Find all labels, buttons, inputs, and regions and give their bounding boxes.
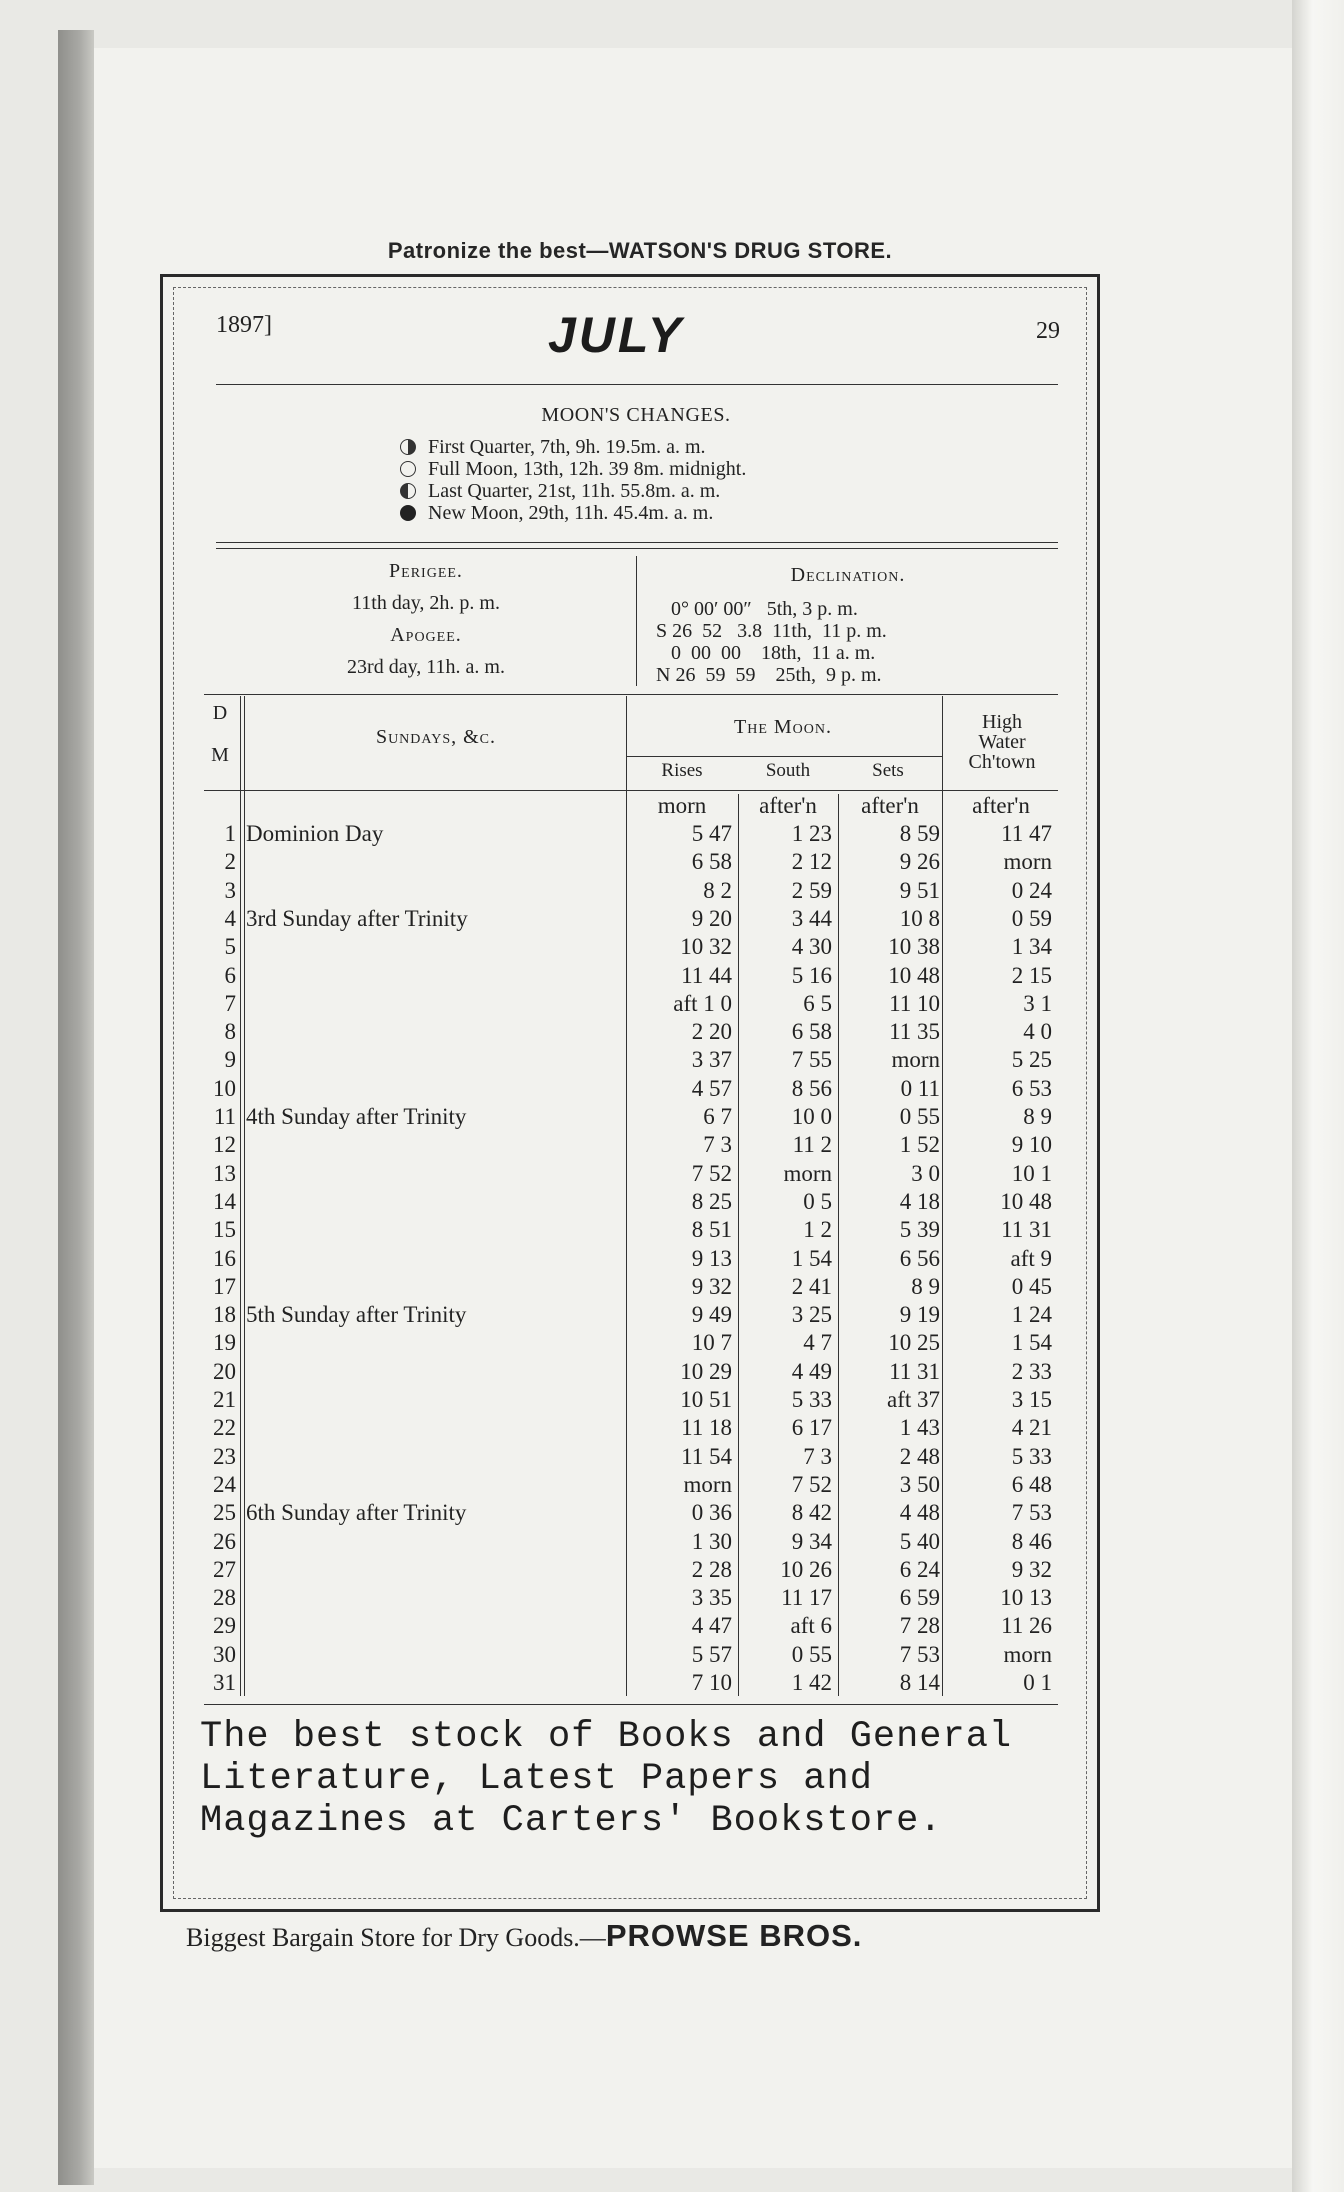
moon-sets: 4 18 xyxy=(899,1189,940,1214)
page-edge xyxy=(1292,0,1344,2192)
high-water: 0 1 xyxy=(1023,1670,1052,1695)
header-rule xyxy=(216,384,1058,385)
high-water: 1 24 xyxy=(1011,1302,1052,1327)
table-top-rule xyxy=(204,694,1058,695)
declination-row: 0 00 00 18th, 11 a. m. xyxy=(656,642,876,664)
sunday-note: 3rd Sunday after Trinity xyxy=(246,906,468,931)
new-moon-icon xyxy=(400,505,416,521)
day-number: 29 xyxy=(213,1613,236,1638)
moon-south: 5 16 xyxy=(791,963,832,988)
day-number: 12 xyxy=(213,1132,236,1157)
moon-sets: 3 50 xyxy=(899,1472,940,1497)
sunday-note: 6th Sunday after Trinity xyxy=(246,1500,467,1525)
col-rule-sets xyxy=(942,696,943,1696)
high-water: 4 0 xyxy=(1023,1019,1052,1044)
moon-rises: morn xyxy=(683,1472,732,1497)
last-quarter-icon xyxy=(400,483,416,499)
moon-south: 1 23 xyxy=(791,821,832,846)
moon-phase-text: Full Moon, 13th, 12h. 39 8m. midnight. xyxy=(428,458,747,480)
moon-rule-top xyxy=(216,542,1058,543)
moon-sets: 6 24 xyxy=(899,1557,940,1582)
moon-south: 9 34 xyxy=(791,1529,832,1554)
declination-row: 0° 00′ 00″ 5th, 3 p. m. xyxy=(656,598,858,620)
moon-rises: 5 47 xyxy=(691,821,732,846)
moon-rises: 3 35 xyxy=(691,1585,732,1610)
moon-sets: aft 37 xyxy=(886,1387,940,1412)
header-high-water-line1: High xyxy=(982,711,1022,733)
first-quarter-icon xyxy=(400,439,416,455)
perigee-label: Perigee. xyxy=(389,560,463,582)
high-water: 1 34 xyxy=(1011,934,1052,959)
day-number: 22 xyxy=(213,1415,236,1440)
high-water: 6 53 xyxy=(1011,1076,1052,1101)
moon-sets: 0 55 xyxy=(899,1104,940,1129)
apogee-label: Apogee. xyxy=(390,624,462,646)
moon-south: 4 49 xyxy=(791,1359,832,1384)
moon-sets: 8 14 xyxy=(899,1670,940,1695)
header-high-water-line2: Water xyxy=(978,731,1026,753)
moon-rises: 8 2 xyxy=(703,878,732,903)
high-water: 0 24 xyxy=(1011,878,1052,903)
footer-text: Biggest Bargain Store for Dry Goods.— xyxy=(186,1923,606,1952)
top-advertisement: Patronize the best—WATSON'S DRUG STORE. xyxy=(387,238,893,263)
moon-sets: 10 38 xyxy=(888,934,940,959)
declination-row: N 26 59 59 25th, 9 p. m. xyxy=(656,664,882,686)
moon-sets: 8 9 xyxy=(911,1274,940,1299)
moon-south: 11 17 xyxy=(781,1585,832,1610)
moon-rule-bottom xyxy=(216,548,1058,549)
day-number: 24 xyxy=(213,1472,236,1497)
moon-rises: 3 37 xyxy=(691,1047,732,1072)
header-rises: Rises xyxy=(661,760,703,781)
day-number: 30 xyxy=(213,1642,236,1667)
moon-rises: 10 7 xyxy=(691,1330,732,1355)
page-number: 29 xyxy=(1036,318,1060,344)
day-number: 6 xyxy=(224,963,236,988)
high-water: aft 9 xyxy=(1010,1246,1052,1271)
day-number: 18 xyxy=(213,1302,236,1327)
moon-rises: 11 18 xyxy=(681,1415,732,1440)
moon-sets: 1 43 xyxy=(899,1415,940,1440)
moon-sets: 6 59 xyxy=(899,1585,940,1610)
moon-south: 8 42 xyxy=(791,1500,832,1525)
day-number: 16 xyxy=(213,1246,236,1271)
moon-sets: 11 31 xyxy=(889,1359,940,1384)
high-water: 9 10 xyxy=(1011,1132,1052,1157)
day-number: 20 xyxy=(213,1359,236,1384)
moon-rises: 9 13 xyxy=(691,1246,732,1271)
moon-sets: 4 48 xyxy=(899,1500,940,1525)
moon-south: 4 30 xyxy=(791,934,832,959)
col-rule-d xyxy=(240,696,241,1696)
moon-south: 5 33 xyxy=(791,1387,832,1412)
moon-rises: 4 47 xyxy=(691,1613,732,1638)
moon-phase-text: New Moon, 29th, 11h. 45.4m. a. m. xyxy=(428,502,714,524)
header-sundays: Sundays, &c. xyxy=(375,726,497,748)
high-water: 10 13 xyxy=(1000,1585,1052,1610)
high-water: 2 15 xyxy=(1011,963,1052,988)
moon-phase-text: Last Quarter, 21st, 11h. 55.8m. a. m. xyxy=(428,480,721,502)
day-number: 11 xyxy=(213,1104,236,1129)
high-water: 8 9 xyxy=(1023,1104,1052,1129)
table-header-rule xyxy=(204,790,1058,791)
moon-rises: 9 49 xyxy=(691,1302,732,1327)
high-water: 0 59 xyxy=(1011,906,1052,931)
moon-rises: 10 29 xyxy=(680,1359,732,1384)
moon-south: 11 2 xyxy=(792,1132,832,1157)
day-number: 5 xyxy=(224,934,236,959)
footer-advertisement xyxy=(186,1918,1086,1954)
day-number: 31 xyxy=(213,1670,236,1695)
moon-sets: 8 59 xyxy=(899,821,940,846)
moon-rises: 1 30 xyxy=(691,1529,732,1554)
day-number: 3 xyxy=(224,878,236,903)
day-number: 17 xyxy=(213,1274,236,1299)
high-water: 6 48 xyxy=(1011,1472,1052,1497)
day-number: 7 xyxy=(224,991,236,1016)
year-label: 1897] xyxy=(216,312,272,338)
moon-south: 10 26 xyxy=(780,1557,832,1582)
day-number: 4 xyxy=(224,906,236,931)
moon-phase-row xyxy=(400,480,720,502)
moon-sets: morn xyxy=(891,1047,940,1072)
header-sets: Sets xyxy=(872,760,904,781)
moon-south: 1 54 xyxy=(791,1246,832,1271)
high-water: 3 15 xyxy=(1011,1387,1052,1412)
high-water: 8 46 xyxy=(1011,1529,1052,1554)
moon-south: 3 25 xyxy=(791,1302,832,1327)
moon-south: morn xyxy=(783,1161,832,1186)
day-number: 14 xyxy=(213,1189,236,1214)
high-water: 11 47 xyxy=(1001,821,1052,846)
moon-rises: 10 51 xyxy=(680,1387,732,1412)
header-south: South xyxy=(765,760,811,781)
col-rule-sundays xyxy=(626,696,627,1696)
moon-sets: 9 51 xyxy=(899,878,940,903)
moon-sets: 10 25 xyxy=(888,1330,940,1355)
moon-south: 3 44 xyxy=(791,906,832,931)
day-number: 13 xyxy=(213,1161,236,1186)
sunday-note: 5th Sunday after Trinity xyxy=(246,1302,467,1327)
sunday-note: 4th Sunday after Trinity xyxy=(246,1104,467,1129)
table-bottom-rule xyxy=(204,1704,1058,1705)
day-number: 1 xyxy=(224,821,236,846)
moon-rises: 11 44 xyxy=(681,963,732,988)
moon-south: 1 2 xyxy=(803,1217,832,1242)
moon-south: 0 55 xyxy=(791,1642,832,1667)
high-water: 1 54 xyxy=(1011,1330,1052,1355)
day-number: 15 xyxy=(213,1217,236,1242)
moon-rises: 7 3 xyxy=(703,1132,732,1157)
subheader-south: after'n xyxy=(759,793,817,818)
moon-south: aft 6 xyxy=(790,1613,832,1638)
high-water: morn xyxy=(1003,1642,1052,1667)
header-d: D xyxy=(212,702,228,724)
declination-label: Declination. xyxy=(790,564,906,586)
day-number: 27 xyxy=(213,1557,236,1582)
book-spine-shadow xyxy=(58,30,94,2185)
moon-south: 4 7 xyxy=(803,1330,832,1355)
moon-south: 6 17 xyxy=(791,1415,832,1440)
subheader-sets: after'n xyxy=(861,793,919,818)
moon-sets: 5 39 xyxy=(899,1217,940,1242)
moon-south: 1 42 xyxy=(791,1670,832,1695)
high-water: 2 33 xyxy=(1011,1359,1052,1384)
day-number: 25 xyxy=(213,1500,236,1525)
sunday-note: Dominion Day xyxy=(246,821,384,846)
footer-brand: PROWSE BROS. xyxy=(605,1918,863,1953)
high-water: 9 32 xyxy=(1011,1557,1052,1582)
high-water: morn xyxy=(1003,849,1052,874)
moon-rises: 7 52 xyxy=(691,1161,732,1186)
moon-south: 7 3 xyxy=(803,1444,832,1469)
moon-phase-row xyxy=(400,502,713,524)
moon-south: 2 59 xyxy=(791,878,832,903)
full-moon-icon xyxy=(400,461,416,477)
day-number: 10 xyxy=(213,1076,236,1101)
high-water: 5 33 xyxy=(1011,1444,1052,1469)
bookstore-advertisement: The best stock of Books and General Literature, Latest Papers and Magazines at Carters' Bookstore. xyxy=(200,1716,1013,1842)
perigee-value: 11th day, 2h. p. m. xyxy=(352,592,500,614)
moon-rises: 7 10 xyxy=(691,1670,732,1695)
moon-rises: aft 1 0 xyxy=(673,991,732,1016)
high-water: 5 25 xyxy=(1011,1047,1052,1072)
moon-sets: 11 10 xyxy=(889,991,940,1016)
header-high-water xyxy=(942,712,1062,772)
header-the-moon: The Moon. xyxy=(734,716,832,738)
month-title: JULY xyxy=(548,307,685,363)
moon-rises: 2 20 xyxy=(691,1019,732,1044)
day-number: 26 xyxy=(213,1529,236,1554)
moon-sets: 7 53 xyxy=(899,1642,940,1667)
header-m: M xyxy=(211,744,229,766)
day-number: 21 xyxy=(213,1387,236,1412)
moon-sets: 7 28 xyxy=(899,1613,940,1638)
day-number: 19 xyxy=(213,1330,236,1355)
high-water: 3 1 xyxy=(1023,991,1052,1016)
high-water: 7 53 xyxy=(1011,1500,1052,1525)
apogee-value: 23rd day, 11h. a. m. xyxy=(347,656,505,678)
moon-south: 8 56 xyxy=(791,1076,832,1101)
moon-rises: 11 54 xyxy=(681,1444,732,1469)
moon-rises: 8 51 xyxy=(691,1217,732,1242)
moon-sets: 3 0 xyxy=(911,1161,940,1186)
moon-rises: 4 57 xyxy=(691,1076,732,1101)
moon-sets: 6 56 xyxy=(899,1246,940,1271)
moon-sets: 10 8 xyxy=(899,906,940,931)
high-water: 11 26 xyxy=(1001,1613,1052,1638)
header-high-water-line3: Ch'town xyxy=(968,751,1036,773)
day-number: 8 xyxy=(224,1019,236,1044)
moon-rises: 8 25 xyxy=(691,1189,732,1214)
moon-rises: 2 28 xyxy=(691,1557,732,1582)
moon-sets: 5 40 xyxy=(899,1529,940,1554)
high-water: 0 45 xyxy=(1011,1274,1052,1299)
day-number: 23 xyxy=(213,1444,236,1469)
high-water: 10 1 xyxy=(1011,1161,1052,1186)
moon-south: 7 52 xyxy=(791,1472,832,1497)
moon-rises: 9 32 xyxy=(691,1274,732,1299)
moon-phase-row xyxy=(400,436,706,458)
day-number: 9 xyxy=(224,1047,236,1072)
moon-subheader-rule xyxy=(626,756,942,757)
moon-rises: 6 58 xyxy=(691,849,732,874)
moon-phase-row xyxy=(400,458,746,480)
day-number: 28 xyxy=(213,1585,236,1610)
moon-sets: 0 11 xyxy=(900,1076,940,1101)
moon-rises: 9 20 xyxy=(691,906,732,931)
high-water: 10 48 xyxy=(1000,1189,1052,1214)
moon-rises: 6 7 xyxy=(703,1104,732,1129)
moon-phase-text: First Quarter, 7th, 9h. 19.5m. a. m. xyxy=(428,436,706,458)
subheader-rises: morn xyxy=(657,793,707,818)
col-rule-d-double xyxy=(244,696,245,1696)
moon-changes-title: MOON'S CHANGES. xyxy=(541,404,731,426)
moon-south: 0 5 xyxy=(803,1189,832,1214)
moon-sets: 9 26 xyxy=(899,849,940,874)
perigee-declination-divider xyxy=(636,556,637,686)
moon-rises: 10 32 xyxy=(680,934,732,959)
moon-south: 2 41 xyxy=(791,1274,832,1299)
moon-rises: 0 36 xyxy=(691,1500,732,1525)
moon-sets: 11 35 xyxy=(889,1019,940,1044)
moon-south: 10 0 xyxy=(791,1104,832,1129)
moon-sets: 2 48 xyxy=(899,1444,940,1469)
subheader-high: after'n xyxy=(972,793,1030,818)
moon-south: 7 55 xyxy=(791,1047,832,1072)
high-water: 4 21 xyxy=(1011,1415,1052,1440)
day-number: 2 xyxy=(224,849,236,874)
declination-row: S 26 52 3.8 11th, 11 p. m. xyxy=(656,620,887,642)
moon-sets: 10 48 xyxy=(888,963,940,988)
moon-south: 6 5 xyxy=(803,991,832,1016)
moon-sets: 9 19 xyxy=(899,1302,940,1327)
moon-south: 6 58 xyxy=(791,1019,832,1044)
moon-south: 2 12 xyxy=(791,849,832,874)
moon-rises: 5 57 xyxy=(691,1642,732,1667)
moon-sets: 1 52 xyxy=(899,1132,940,1157)
high-water: 11 31 xyxy=(1001,1217,1052,1242)
